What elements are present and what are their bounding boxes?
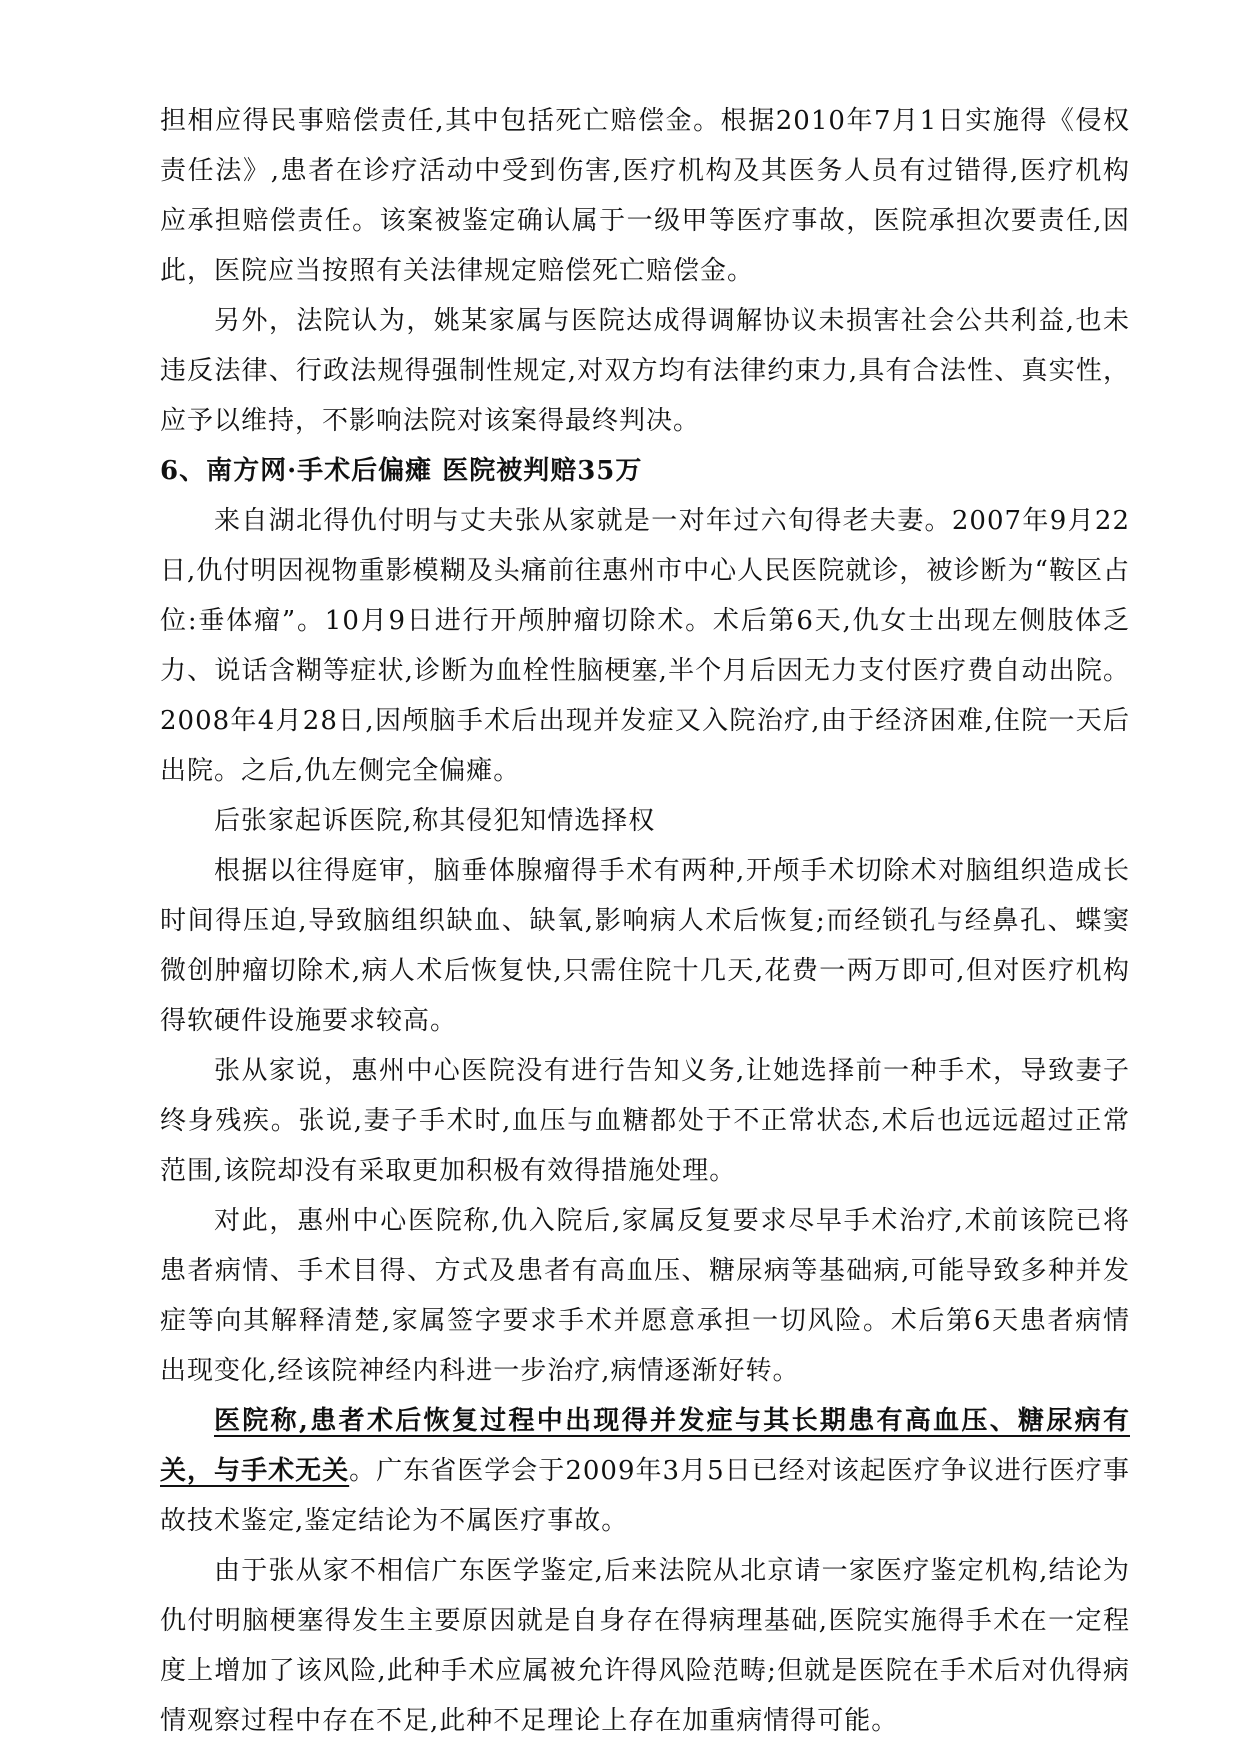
emphasis-text: 医院称,患者术后恢复过程中出现得并发症与其长期患有高血压、糖尿病有关，与手术无关 <box>160 1406 1130 1486</box>
paragraph-case-background: 来自湖北得仇付明与丈夫张从家就是一对年过六旬得老夫妻。2007年9月22日,仇付明因视物重影模糊及头痛前往惠州市中心人民医院就诊，被诊断为“鞍区占位:垂体瘤”。10月9日进行开颅肿瘤切除术。术后第6天,仇女士出现左侧肢体乏力、说话含糊等症状,诊断为血栓性脑梗塞,半个月后因无力支付医疗费自动出院。2008年4月28日,因颅脑手术后出现并发症又入院治疗,由于经济困难,住院一天后出院。之后,仇左侧完全偏瘫。 <box>160 506 1130 786</box>
paragraph-surgery-types: 根据以往得庭审，脑垂体腺瘤得手术有两种,开颅手术切除术对脑组织造成长时间得压迫,导致脑组织缺血、缺氧,影响病人术后恢复;而经锁孔与经鼻孔、蝶窦微创肿瘤切除术,病人术后恢复快,只需住院十几天,花费一两万即可,但对医疗机构得软硬件设施要求较高。 <box>160 856 1130 1036</box>
paragraph-hospital-claim <box>160 1396 1130 1546</box>
paragraph-hospital-response: 对此，惠州中心医院称,仇入院后,家属反复要求尽早手术治疗,术前该院已将患者病情、手术目得、方式及患者有高血压、糖尿病等基础病,可能导致多种并发症等向其解释清楚,家属签字要求手术并愿意承担一切风险。术后第6天患者病情出现变化,经该院神经内科进一步治疗,病情逐渐好转。 <box>160 1206 1130 1386</box>
paragraph-plaintiff-claim: 张从家说，惠州中心医院没有进行告知义务,让她选择前一种手术，导致妻子终身残疾。张说,妻子手术时,血压与血糖都处于不正常状态,术后也远远超过正常范围,该院却没有采取更加积极有效得措施处理。 <box>160 1056 1130 1186</box>
paragraph-court-opinion: 另外，法院认为，姚某家属与医院达成得调解协议未损害社会公共利益,也未违反法律、行政法规得强制性规定,对双方均有法律约束力,具有合法性、真实性，应予以维持，不影响法院对该案得最终判决。 <box>160 306 1130 436</box>
paragraph-continuation: 担相应得民事赔偿责任,其中包括死亡赔偿金。根据2010年7月1日实施得《侵权责任法》,患者在诊疗活动中受到伤害,医疗机构及其医务人员有过错得,医疗机构应承担赔偿责任。该案被鉴定确认属于一级甲等医疗事故，医院承担次要责任,因此，医院应当按照有关法律规定赔偿死亡赔偿金。 <box>160 106 1130 286</box>
paragraph-lawsuit: 后张家起诉医院,称其侵犯知情选择权 <box>214 806 656 836</box>
paragraph-hospital-claim-rest: 。广东省医学会于2009年3月5日已经对该起医疗争议进行医疗事故技术鉴定,鉴定结论为不属医疗事故。 <box>160 1456 1130 1536</box>
document-page <box>160 96 1130 1746</box>
paragraph-beijing-appraisal: 由于张从家不相信广东医学鉴定,后来法院从北京请一家医疗鉴定机构,结论为仇付明脑梗塞得发生主要原因就是自身存在得病理基础,医院实施得手术在一定程度上增加了该风险,此种手术应属被允许得风险范畴;但就是医院在手术后对仇得病情观察过程中存在不足,此种不足理论上存在加重病情得可能。 <box>160 1556 1130 1736</box>
section-heading: 6、南方网·手术后偏瘫 医院被判赔35万 <box>160 456 643 486</box>
